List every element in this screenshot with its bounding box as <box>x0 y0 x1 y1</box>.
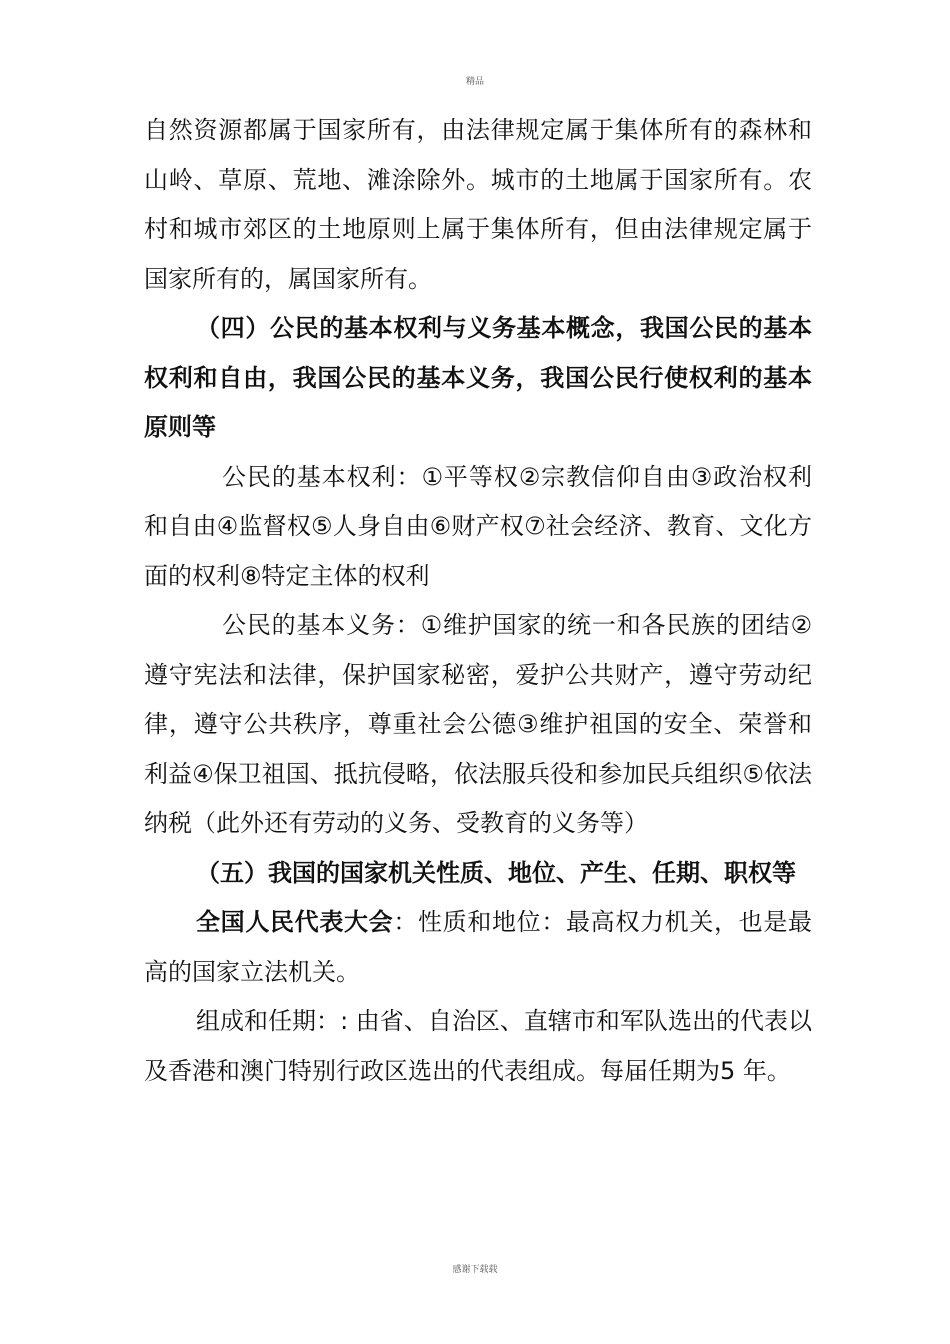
paragraph-basic-rights: 公民的基本权利：①平等权②宗教信仰自由③政治权利和自由④监督权⑤人身自由⑥财产权⑦社会经济、教育、文化方面的权利⑧特定主体的权利 <box>144 462 812 590</box>
paragraph-npc-composition: 组成和任期：: 由省、自治区、直辖市和军队选出的代表以及香港和澳门特别行政区选出的代表组成。每届任期为5 年。 <box>144 1007 812 1085</box>
document-body <box>144 106 812 1096</box>
paragraph-basic-duties: 公民的基本义务：①维护国家的统一和各民族的团结②遵守宪法和法律，保护国家秘密，爱护公共财产，遵守劳动纪律，遵守公共秩序，尊重社会公德③维护祖国的安全、荣誉和利益④保卫祖国、抵抗侵略，依法服兵役和参加民兵组织⑤依法纳税（此外还有劳动的义务、受教育的义务等） <box>144 611 812 837</box>
npc-label: 全国人民代表大会 <box>196 908 394 936</box>
paragraph-npc-nature <box>144 898 812 997</box>
page-footer: 感谢下载载 <box>452 1265 498 1275</box>
paragraph-natural-resources: 自然资源都属于国家所有，由法律规定属于集体所有的森林和山岭、草原、荒地、滩涂除外。城市的土地属于国家所有。农村和城市郊区的土地原则上属于集体所有，但由法律规定属于国家所有的，属国家所有。 <box>144 116 812 293</box>
npc-description: ：性质和地位：最高权力机关，也是最高的国家立法机关。 <box>144 908 813 986</box>
page-header: 精品 <box>465 77 484 87</box>
section-heading-citizen-rights: （四）公民的基本权利与义务基本概念，我国公民的基本权利和自由，我国公民的基本义务，我国公民行使权利的基本原则等 <box>144 314 812 441</box>
section-heading-state-organs: （五）我国的国家机关性质、地位、产生、任期、职权等 <box>196 858 796 887</box>
